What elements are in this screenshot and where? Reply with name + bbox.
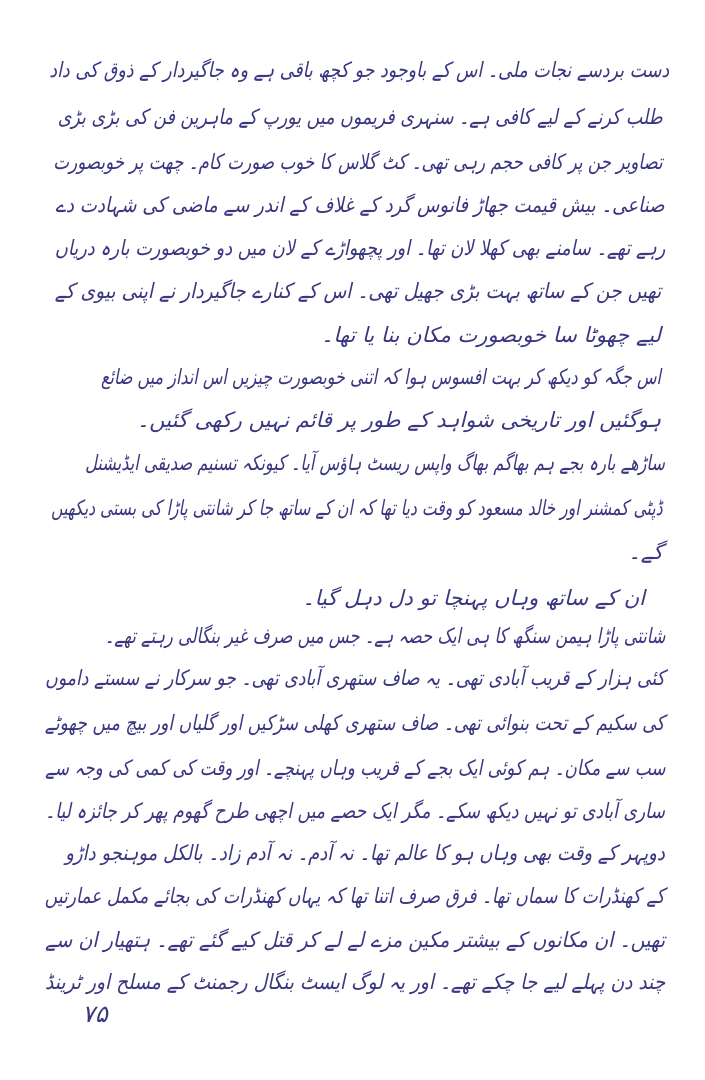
text-line: ساری آبادی تو نہیں دیکھ سکے۔ مگر ایک حصے میں اچھی طرح گھوم پھر کر جائزہ لیا۔ [45, 799, 665, 823]
text-line: کئی ہزار کے قریب آبادی تھی۔ یہ صاف ستھری آبادی تھی۔ جو سرکار نے سستے داموں [45, 666, 665, 690]
text-line: تھیں جن کے ساتھ بہت بڑی جھیل تھی۔ اس کے کنارے جاگیردار نے اپنی بیوی کے [54, 279, 661, 303]
page-number: ۷۵ [82, 1000, 108, 1028]
text-line: کی سکیم کے تحت بنوائی تھی۔ صاف ستھری کھلی سڑکیں اور گلیاں اور بیچ میں چھوٹے [45, 711, 665, 735]
text-line: کے کھنڈرات کا سماں تھا۔ فرق صرف اتنا تھا کہ یہاں کھنڈرات کی بجائے مکمل عمارتیں [45, 884, 665, 908]
text-line: ہوگئیں اور تاریخی شواہد کے طور پر قائم نہیں رکھی گئیں۔ [136, 408, 661, 432]
text-line: اس جگہ کو دیکھ کر بہت افسوس ہوا کہ اتنی خوبصورت چیزیں اس انداز میں ضائع [100, 365, 661, 389]
text-line: گے۔ [628, 540, 663, 564]
text-line: دوپہر کے وقت بھی وہاں ہو کا عالم تھا۔ نہ آدم۔ نہ آدم زاد۔ بالکل موہنجو داڑو [65, 841, 665, 865]
text-line: صناعی۔ بیش قیمت جھاڑ فانوس گرد کے غلاف کے اندر سے ماضی کی شہادت دے [55, 193, 665, 217]
text-line: دست بردسے نجات ملی۔ اس کے باوجود جو کچھ باقی ہے وہ جاگیردار کے ذوق کی داد [49, 58, 669, 82]
text-line: رہے تھے۔ سامنے بھی کھلا لان تھا۔ اور پچھواڑے کے لان میں دو خوبصورت بارہ دریاں [54, 236, 665, 260]
text-line: چند دن پہلے لیے جا چکے تھے۔ اور یہ لوگ ایسٹ بنگال رجمنٹ کے مسلح اور ٹرینڈ [44, 970, 665, 994]
text-line: ڈپٹی کمشنر اور خالد مسعود کو وقت دیا تھا کہ ان کے ساتھ جا کر شانتی پاڑا کی بستی دیکھیں [51, 496, 663, 520]
text-line: سب سے مکان۔ ہم کوئی ایک بجے کے قریب وہاں پہنچے۔ اور وقت کی کمی کی وجہ سے [44, 756, 665, 780]
text-line: تصاویر جن پر کافی حجم رہی تھی۔ کٹ گلاس کا خوب صورت کام۔ چھت پر خوبصورت [53, 150, 663, 174]
text-line: لیے چھوٹا سا خوبصورت مکان بنا یا تھا۔ [321, 323, 661, 347]
text-line: ساڑھے بارہ بجے ہم بھاگم بھاگ واپس ریسٹ ہاؤس آیا۔ کیونکہ تسنیم صدیقی ایڈیشنل [85, 451, 665, 475]
text-line: تھیں۔ ان مکانوں کے بیشتر مکین مزے لے لے کر قتل کیے گئے تھے۔ ہتھیار ان سے [45, 928, 665, 952]
text-line: ان کے ساتھ وہاں پہنچا تو دل دہل گیا۔ [302, 586, 645, 610]
text-line: شانتی پاڑا ہیمن سنگھ کا ہی ایک حصہ ہے۔ جس میں صرف غیر بنگالی رہتے تھے۔ [104, 624, 665, 648]
text-line: طلب کرنے کے لیے کافی ہے۔ سنہری فریموں میں یورپ کے ماہرین فن کی بڑی بڑی [58, 105, 663, 129]
